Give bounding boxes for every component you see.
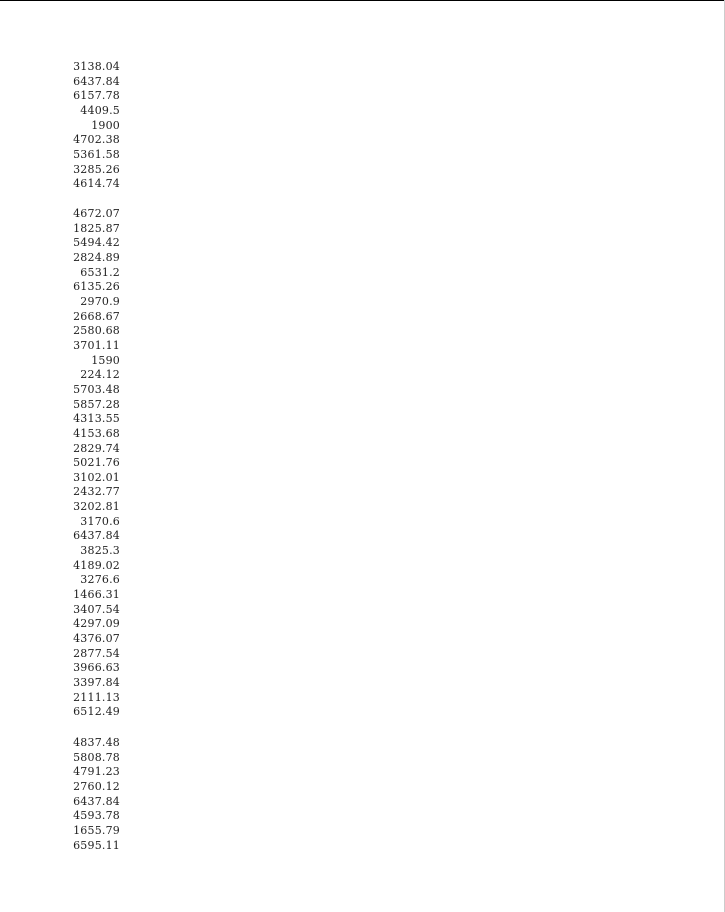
value-row: 6595.11 — [73, 838, 120, 852]
value-row: 3276.6 — [80, 573, 120, 587]
value-row: 2111.13 — [73, 690, 120, 704]
value-row: 5494.42 — [73, 236, 120, 250]
value-row: 5808.78 — [73, 750, 120, 764]
value-row: 1466.31 — [73, 588, 120, 602]
value-row: 1590 — [91, 353, 120, 367]
value-row: 3397.84 — [73, 676, 120, 689]
value-row: 5361.58 — [73, 147, 120, 161]
value-row: 2580.68 — [73, 324, 120, 338]
value-row: 4672.07 — [73, 207, 120, 220]
value-row: 3170.6 — [80, 514, 120, 528]
value-row: 6437.84 — [73, 74, 120, 88]
value-row: 3701.11 — [73, 338, 120, 352]
value-row: 4593.78 — [73, 809, 120, 823]
value-row: 4297.09 — [73, 617, 120, 631]
value-row: 5703.48 — [73, 382, 120, 396]
value-row: 224.12 — [80, 368, 120, 382]
value-row: 3285.26 — [73, 162, 120, 176]
value-row: 2829.74 — [73, 441, 120, 455]
value-block-3 — [60, 736, 120, 853]
value-row: 2760.12 — [73, 779, 120, 793]
value-row: 4376.07 — [73, 632, 120, 646]
value-row: 2877.54 — [73, 646, 120, 660]
value-row: 3825.3 — [80, 544, 120, 558]
value-row: 2824.89 — [73, 250, 120, 264]
value-row: 6512.49 — [73, 705, 120, 719]
value-row: 2668.67 — [73, 309, 120, 323]
value-row: 2432.77 — [73, 485, 120, 499]
value-row: 3138.04 — [73, 60, 120, 73]
value-row: 4837.48 — [73, 736, 120, 749]
value-row: 4409.5 — [80, 103, 120, 117]
value-row: 4313.55 — [73, 412, 120, 426]
page-top-border — [0, 0, 725, 1]
value-row: 1900 — [91, 118, 120, 132]
value-row: 2970.9 — [80, 294, 120, 308]
value-row: 1655.79 — [73, 823, 120, 837]
value-block-2 — [60, 207, 120, 720]
value-row: 6135.26 — [73, 280, 120, 294]
value-row: 3102.01 — [73, 470, 120, 484]
value-row: 6437.84 — [73, 529, 120, 543]
value-row: 6157.78 — [73, 89, 120, 103]
value-row: 4614.74 — [73, 177, 120, 191]
value-row: 4189.02 — [73, 558, 120, 572]
value-block-1 — [60, 60, 120, 192]
value-row: 3407.54 — [73, 602, 120, 616]
value-row: 5021.76 — [73, 456, 120, 470]
value-row: 3966.63 — [73, 661, 120, 675]
value-row: 6437.84 — [73, 794, 120, 808]
value-row: 3202.81 — [73, 500, 120, 514]
value-row: 4791.23 — [73, 765, 120, 779]
value-row: 4153.68 — [73, 426, 120, 440]
value-row: 1825.87 — [73, 221, 120, 235]
value-row: 4702.38 — [73, 133, 120, 147]
value-row: 6531.2 — [80, 265, 120, 279]
value-row: 5857.28 — [73, 397, 120, 411]
